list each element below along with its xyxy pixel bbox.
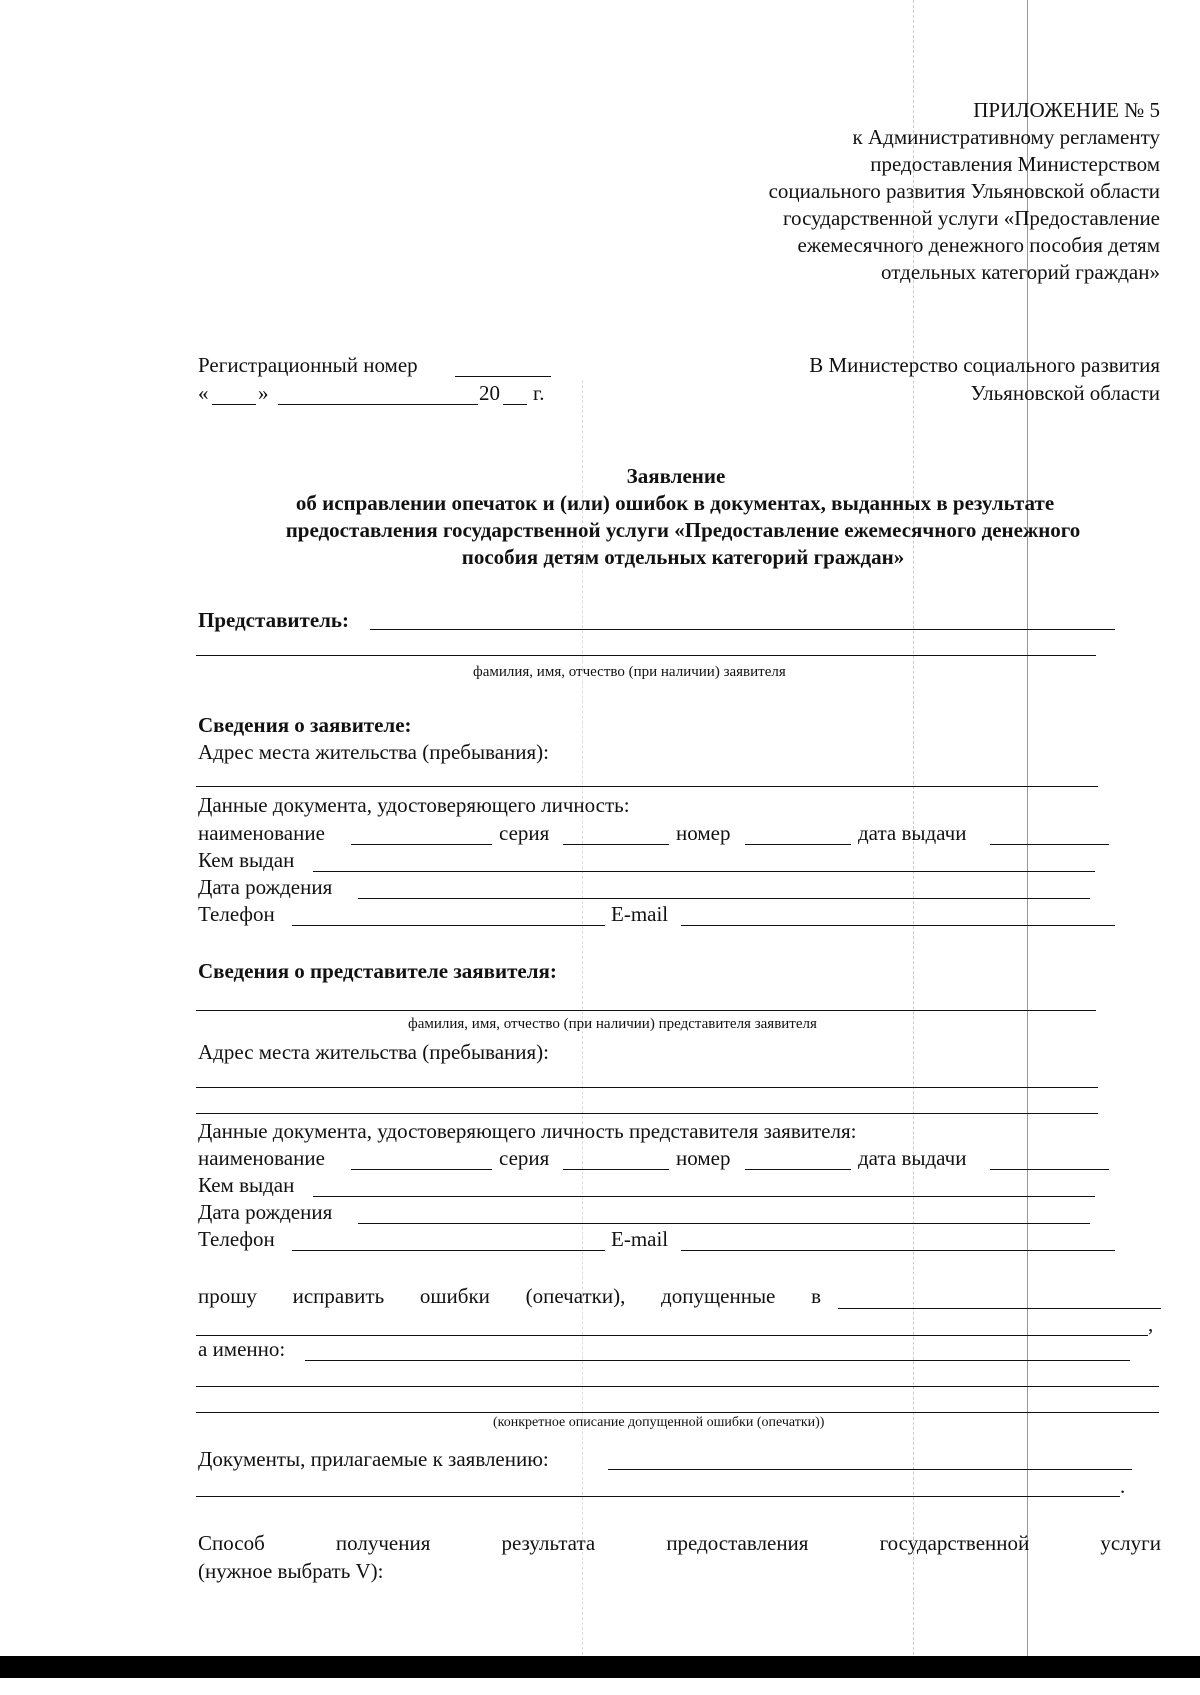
method-word: услуги	[1100, 1531, 1161, 1555]
registration-number-label: Регистрационный номер	[198, 353, 418, 377]
method-word: Способ	[198, 1531, 265, 1555]
rep-id-document-label: Данные документа, удостоверяющего личность представителя заявителя:	[198, 1119, 857, 1143]
request-word: ошибки	[419, 1284, 490, 1308]
rep-doc-name-label: наименование	[198, 1146, 325, 1170]
request-comma: ,	[1148, 1312, 1154, 1336]
birth-date-field[interactable]	[358, 898, 1090, 899]
id-document-label: Данные документа, удостоверяющего личность:	[198, 793, 630, 817]
phone-label: Телефон	[198, 902, 275, 926]
appendix-line: ежемесячного денежного пособия детям	[797, 233, 1160, 257]
issued-by-field[interactable]	[313, 871, 1095, 872]
rep-address-field[interactable]	[196, 1087, 1098, 1088]
request-sentence	[198, 1283, 821, 1309]
request-word: допущенные	[661, 1284, 776, 1308]
form-subtitle-line: об исправлении опечаток и (или) ошибок в документах, выданных в результате	[295, 491, 1055, 515]
date-close-quote: »	[258, 381, 269, 405]
doc-issue-date-field[interactable]	[990, 844, 1109, 845]
rep-address-field-2[interactable]	[196, 1113, 1098, 1114]
address-field[interactable]	[196, 786, 1098, 787]
method-word: получения	[335, 1531, 431, 1555]
rep-phone-label: Телефон	[198, 1227, 275, 1251]
method-instruction: (нужное выбрать V):	[198, 1559, 384, 1583]
error-description-field-3[interactable]	[196, 1412, 1159, 1413]
doc-series-label: серия	[499, 821, 550, 845]
rep-address-label: Адрес места жительства (пребывания):	[198, 1040, 550, 1064]
date-open-quote: «	[198, 381, 209, 405]
request-word: исправить	[292, 1284, 385, 1308]
document-with-error-field[interactable]	[838, 1308, 1161, 1309]
appendix-line: отдельных категорий граждан»	[881, 260, 1160, 284]
year-prefix: 20	[479, 381, 500, 405]
rep-issued-by-label: Кем выдан	[198, 1173, 295, 1197]
rep-fullname-caption: фамилия, имя, отчество (при наличии) представителя заявителя	[408, 1016, 817, 1032]
error-description-field-2[interactable]	[196, 1386, 1159, 1387]
rep-heading: Сведения о представителе заявителя:	[198, 959, 557, 983]
error-description-field[interactable]	[305, 1360, 1130, 1361]
applicant-heading: Сведения о заявителе:	[198, 713, 412, 737]
appendix-line: государственной услуги «Предоставление	[782, 206, 1160, 230]
documents-field[interactable]	[608, 1469, 1132, 1470]
rep-birth-date-label: Дата рождения	[198, 1200, 333, 1224]
applicant-fullname-field[interactable]	[196, 655, 1096, 656]
appendix-line: предоставления Министерством	[870, 152, 1160, 176]
doc-series-field[interactable]	[563, 844, 669, 845]
year-suffix: г.	[533, 381, 545, 405]
representative-label: Представитель:	[198, 608, 350, 632]
appendix-line: к Административному регламенту	[852, 125, 1160, 149]
rep-birth-date-field[interactable]	[358, 1223, 1090, 1224]
method-sentence	[198, 1530, 1161, 1556]
email-field[interactable]	[681, 925, 1115, 926]
rep-doc-number-label: номер	[676, 1146, 731, 1170]
appendix-title: ПРИЛОЖЕНИЕ № 5	[973, 98, 1160, 122]
appendix-line: социального развития Ульяновской области	[768, 179, 1160, 203]
rep-doc-issue-date-label: дата выдачи	[858, 1146, 967, 1170]
rep-email-label: E-mail	[611, 1227, 669, 1251]
request-word: (опечатки),	[525, 1284, 626, 1308]
date-day-field[interactable]	[212, 404, 256, 405]
rep-doc-name-field[interactable]	[351, 1169, 492, 1170]
method-word: предоставления	[666, 1531, 809, 1555]
documents-field-2[interactable]	[196, 1496, 1120, 1497]
email-label: E-mail	[611, 902, 669, 926]
representative-field[interactable]	[370, 629, 1115, 630]
addressee-line: В Министерство социального развития	[809, 353, 1160, 377]
doc-name-field[interactable]	[351, 844, 492, 845]
address-label: Адрес места жительства (пребывания):	[198, 740, 550, 764]
namely-label: а именно:	[198, 1337, 286, 1361]
doc-number-field[interactable]	[745, 844, 851, 845]
registration-number-field[interactable]	[455, 376, 551, 377]
request-word: прошу	[198, 1284, 257, 1308]
addressee-line: Ульяновской области	[970, 381, 1160, 405]
rep-phone-field[interactable]	[292, 1250, 605, 1251]
doc-issue-date-label: дата выдачи	[858, 821, 967, 845]
scan-edge-bar	[0, 1656, 1200, 1678]
rep-fullname-field[interactable]	[196, 1010, 1096, 1011]
rep-email-field[interactable]	[681, 1250, 1115, 1251]
date-month-field[interactable]	[278, 404, 478, 405]
birth-date-label: Дата рождения	[198, 875, 333, 899]
phone-field[interactable]	[292, 925, 605, 926]
rep-doc-issue-date-field[interactable]	[990, 1169, 1109, 1170]
rep-doc-series-field[interactable]	[563, 1169, 669, 1170]
doc-name-label: наименование	[198, 821, 325, 845]
doc-number-label: номер	[676, 821, 731, 845]
rep-doc-series-label: серия	[499, 1146, 550, 1170]
form-subtitle-line: предоставления государственной услуги «Предоставление ежемесячного денежного	[285, 518, 1081, 542]
scan-edge-margin	[0, 1678, 1200, 1695]
form-title: Заявление	[626, 464, 726, 488]
document-with-error-field-2[interactable]	[196, 1335, 1148, 1336]
form-subtitle-line: пособия детям отдельных категорий граждан»	[461, 545, 905, 569]
method-word: результата	[501, 1531, 596, 1555]
method-word: государственной	[879, 1531, 1030, 1555]
documents-period: .	[1120, 1474, 1126, 1498]
request-word: в	[811, 1284, 821, 1308]
rep-issued-by-field[interactable]	[313, 1196, 1095, 1197]
date-year-field[interactable]	[503, 404, 527, 405]
fullname-caption: фамилия, имя, отчество (при наличии) заявителя	[473, 664, 786, 680]
issued-by-label: Кем выдан	[198, 848, 295, 872]
documents-label: Документы, прилагаемые к заявлению:	[198, 1447, 549, 1471]
error-description-caption: (конкретное описание допущенной ошибки (опечатки))	[493, 1415, 825, 1430]
rep-doc-number-field[interactable]	[745, 1169, 851, 1170]
